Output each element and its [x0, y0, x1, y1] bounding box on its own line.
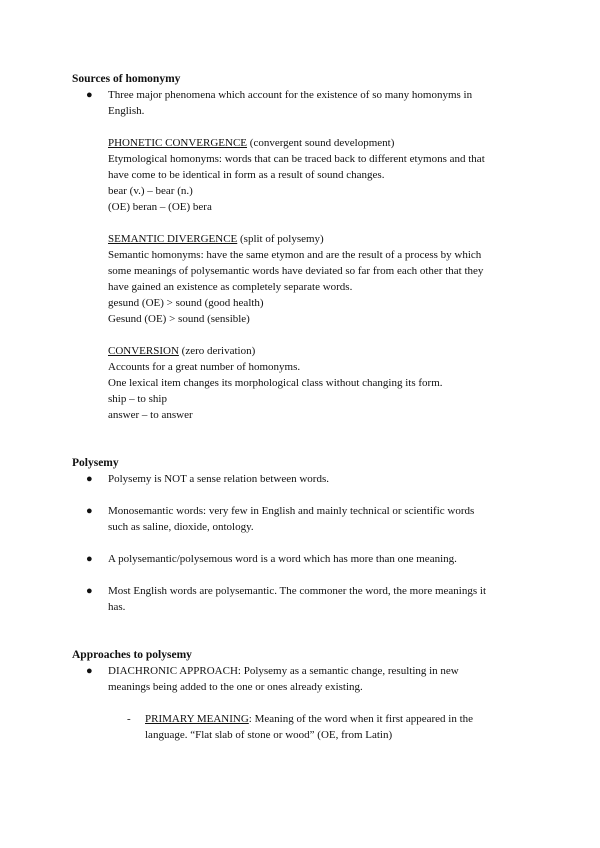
polysemy-bullet-4-line-2: has. [108, 601, 126, 613]
primary-meaning-text: : Meaning of the word when it first appeared in the [248, 713, 474, 725]
phonetic-convergence-heading [108, 135, 394, 151]
bullet-marker: ● [86, 585, 93, 597]
conversion-line-1: Accounts for a great number of homonyms. [108, 361, 301, 373]
primary-meaning-line-1 [145, 711, 473, 727]
polysemy-bullet-4-line-1: Most English words are polysemantic. The commoner the word, the more meanings it [108, 585, 486, 597]
semantic-line-2: some meanings of polysemantic words have deviated so far from each other that they [108, 265, 484, 277]
homonymy-intro-line-1: Three major phenomena which account for the existence of so many homonyms in [108, 89, 473, 101]
phonetic-line-4: (OE) beran – (OE) bera [108, 201, 212, 213]
heading-sources-of-homonymy: Sources of homonymy [72, 73, 181, 85]
bullet-marker: ● [86, 473, 93, 485]
semantic-divergence-term: SEMANTIC DIVERGENCE [108, 233, 238, 245]
bullet-marker: ● [86, 505, 93, 517]
conversion-line-3: ship – to ship [108, 393, 167, 405]
phonetic-line-1: Etymological homonyms: words that can be traced back to different etymons and that [108, 153, 485, 165]
homonymy-intro-line-2: English. [108, 105, 145, 117]
conversion-note: (zero derivation) [178, 345, 256, 357]
diachronic-approach-line-2: meanings being added to the one or ones already existing. [108, 681, 363, 693]
primary-meaning-line-2: language. “Flat slab of stone or wood” (OE, from Latin) [145, 729, 393, 741]
diachronic-approach-term: DIACHRONIC APPROACH [108, 665, 238, 677]
diachronic-approach-line-1 [108, 663, 459, 679]
bullet-marker: ● [86, 553, 93, 565]
phonetic-line-3: bear (v.) – bear (n.) [108, 185, 193, 197]
primary-meaning-term: PRIMARY MEANING [145, 713, 249, 725]
phonetic-convergence-note: (convergent sound development) [247, 137, 395, 149]
semantic-line-3: have gained an existence as completely separate words. [108, 281, 353, 293]
polysemy-bullet-2-line-1: Monosemantic words: very few in English and mainly technical or scientific words [108, 505, 475, 517]
semantic-divergence-heading [108, 231, 324, 247]
polysemy-bullet-3-line-1: A polysemantic/polysemous word is a word which has more than one meaning. [108, 553, 457, 565]
heading-approaches-to-polysemy: Approaches to polysemy [72, 649, 192, 661]
conversion-line-4: answer – to answer [108, 409, 193, 421]
semantic-line-4: gesund (OE) > sound (good health) [108, 297, 264, 309]
bullet-marker: ● [86, 665, 93, 677]
diachronic-approach-text: : Polysemy as a semantic change, resulting in new [237, 665, 459, 677]
phonetic-convergence-term: PHONETIC CONVERGENCE [108, 137, 248, 149]
conversion-term: CONVERSION [108, 345, 179, 357]
semantic-line-5: Gesund (OE) > sound (sensible) [108, 313, 250, 325]
conversion-heading [108, 343, 255, 359]
heading-polysemy: Polysemy [72, 457, 119, 469]
bullet-marker: ● [86, 89, 93, 101]
semantic-line-1: Semantic homonyms: have the same etymon and are the result of a process by which [108, 249, 482, 261]
polysemy-bullet-1-line-1: Polysemy is NOT a sense relation between words. [108, 473, 329, 485]
polysemy-bullet-2-line-2: such as saline, dioxide, ontology. [108, 521, 254, 533]
semantic-divergence-note: (split of polysemy) [237, 233, 324, 245]
dash-marker: - [127, 713, 131, 725]
conversion-line-2: One lexical item changes its morphological class without changing its form. [108, 377, 443, 389]
phonetic-line-2: have come to be identical in form as a result of sound changes. [108, 169, 385, 181]
